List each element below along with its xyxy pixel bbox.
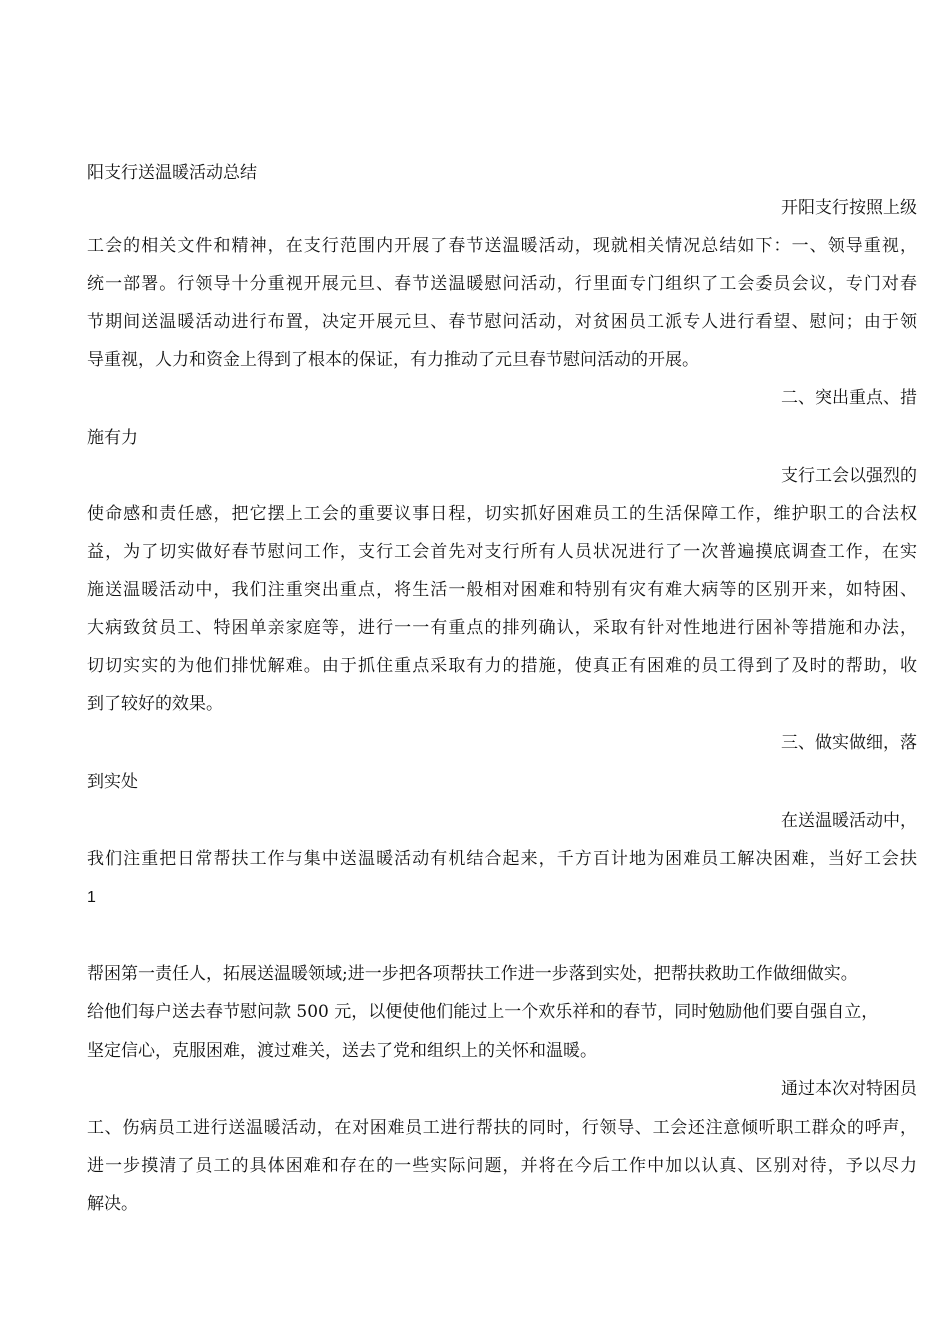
section-heading: 三、做实做细，落: [781, 733, 917, 753]
paragraph-line: 解决。: [87, 1194, 138, 1214]
paragraph-line: 统一部署。行领导十分重视开展元旦、春节送温暖慰问活动，行里面专门组织了工会委员会议，专门对春: [87, 274, 917, 294]
paragraph-line: 施送温暖活动中，我们注重突出重点，将生活一般相对困难和特别有灾有难大病等的区别开来，如特困、: [87, 580, 917, 600]
paragraph-line: 切切实实的为他们排忧解难。由于抓住重点采取有力的措施，使真正有困难的员工得到了及时的帮助，收: [87, 656, 917, 676]
paragraph-line: 帮困第一责任人，拓展送温暖领域;进一步把各项帮扶工作进一步落到实处，把帮扶救助工作做细做实。: [87, 964, 858, 984]
paragraph-line: 工会的相关文件和精神，在支行范围内开展了春节送温暖活动，现就相关情况总结如下：一、领导重视，: [87, 236, 917, 256]
paragraph-line: 给他们每户送去春节慰问款 500 元，以便使他们能过上一个欢乐祥和的春节，同时勉励他们要自强自立，: [87, 1002, 879, 1022]
paragraph-line: 工、伤病员工进行送温暖活动，在对困难员工进行帮扶的同时，行领导、工会还注意倾听职工群众的呼声，: [87, 1118, 917, 1138]
paragraph-line: 使命感和责任感，把它摆上工会的重要议事日程，切实抓好困难员工的生活保障工作，维护职工的合法权: [87, 504, 917, 524]
paragraph-line: 坚定信心，克服困难，渡过难关，送去了党和组织上的关怀和温暖。: [87, 1041, 597, 1061]
section-heading-tail: 到实处: [87, 772, 138, 792]
paragraph-lead: 在送温暖活动中，: [781, 811, 917, 831]
paragraph-lead: 支行工会以强烈的: [781, 466, 917, 486]
paragraph-line: 大病致贫员工、特困单亲家庭等，进行一一有重点的排列确认，采取有针对性地进行困补等措施和办法，: [87, 618, 917, 638]
paragraph-lead: 通过本次对特困员: [781, 1079, 917, 1099]
paragraph-line: 导重视，人力和资金上得到了根本的保证，有力推动了元旦春节慰问活动的开展。: [87, 350, 699, 370]
section-heading-tail: 施有力: [87, 428, 138, 448]
paragraph-line: 节期间送温暖活动进行布置，决定开展元旦、春节慰问活动，对贫困员工派专人进行看望、慰问；由于领: [87, 312, 917, 332]
document-title: 阳支行送温暖活动总结: [87, 163, 257, 183]
page-number: 1: [87, 889, 96, 906]
paragraph-line: 我们注重把日常帮扶工作与集中送温暖活动有机结合起来，千方百计地为困难员工解决困难，当好工会扶: [87, 849, 917, 869]
section-heading: 二、突出重点、措: [781, 388, 917, 408]
paragraph-lead: 开阳支行按照上级: [781, 198, 917, 218]
paragraph-line: 到了较好的效果。: [87, 694, 223, 714]
paragraph-line: 益，为了切实做好春节慰问工作，支行工会首先对支行所有人员状况进行了一次普遍摸底调查工作，在实: [87, 542, 917, 562]
paragraph-line: 进一步摸清了员工的具体困难和存在的一些实际问题，并将在今后工作中加以认真、区别对待，予以尽力: [87, 1156, 917, 1176]
